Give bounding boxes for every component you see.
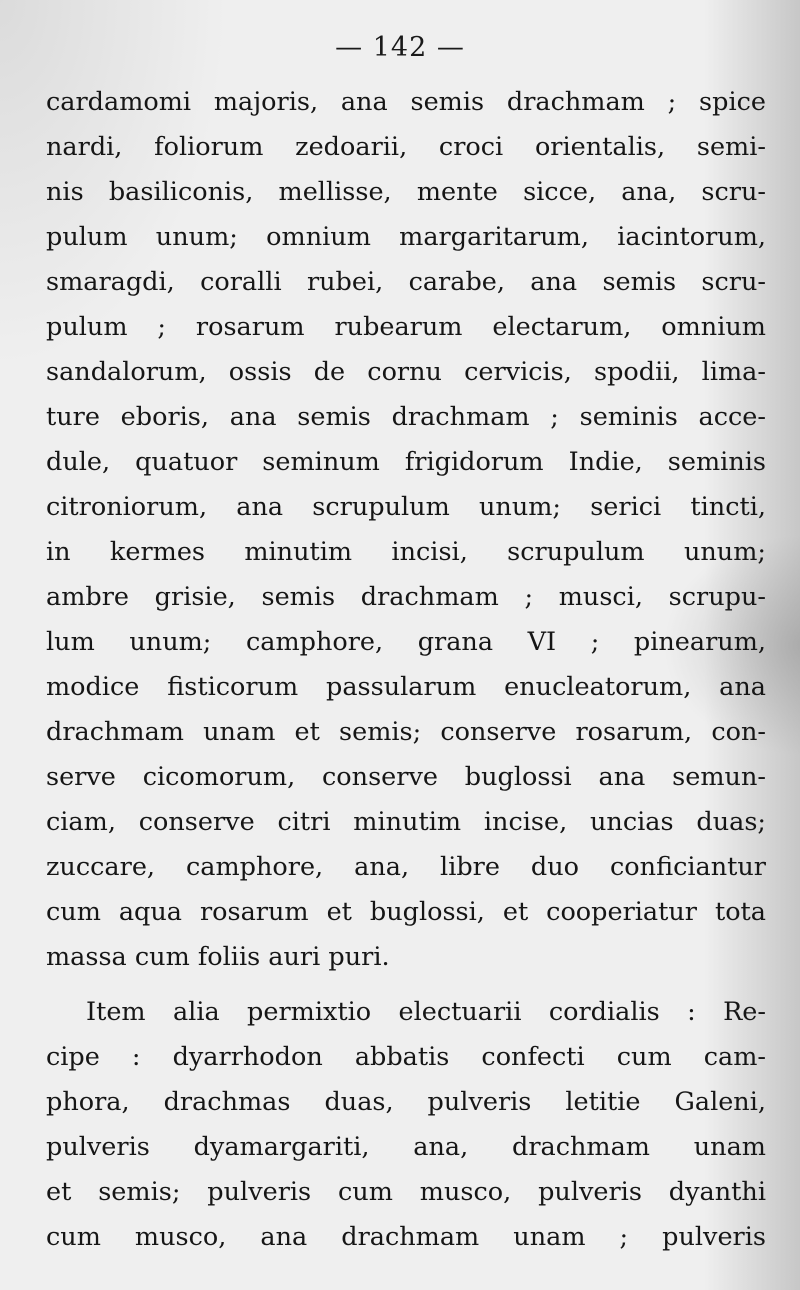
text-line: pulum ; rosarum rubearum electarum, omnium xyxy=(46,312,766,342)
page-number: — 142 — xyxy=(335,32,465,63)
paragraph-gap xyxy=(46,980,766,990)
text-line: massa cum foliis auri puri. xyxy=(46,942,390,972)
text-line: modice fisticorum passularum enucleatorum, ana xyxy=(46,672,766,702)
text-line: cipe : dyarrhodon abbatis confecti cum cam- xyxy=(46,1042,766,1072)
text-line: lum unum; camphore, grana VI ; pinearum, xyxy=(46,627,766,657)
text-line: smaragdi, coralli rubei, carabe, ana semis scru- xyxy=(46,267,766,297)
text-line: cum aqua rosarum et buglossi, et cooperiatur tota xyxy=(46,897,766,927)
text-line: ciam, conserve citri minutim incise, uncias duas; xyxy=(46,807,766,837)
body-text xyxy=(46,80,766,1260)
text-line: pulveris dyamargariti, ana, drachmam unam xyxy=(46,1132,766,1162)
text-line: cum musco, ana drachmam unam ; pulveris xyxy=(46,1222,766,1252)
text-line: cardamomi majoris, ana semis drachmam ; spice xyxy=(46,87,766,117)
text-line: ture eboris, ana semis drachmam ; seminis acce- xyxy=(46,402,766,432)
text-line: sandalorum, ossis de cornu cervicis, spodii, lima- xyxy=(46,357,766,387)
text-line: Item alia permixtio electuarii cordialis : Re- xyxy=(86,997,766,1027)
text-line: nis basiliconis, mellisse, mente sicce, ana, scru- xyxy=(46,177,766,207)
paragraph-2 xyxy=(46,990,766,1260)
text-line: ambre grisie, semis drachmam ; musci, scrupu- xyxy=(46,582,766,612)
text-line: in kermes minutim incisi, scrupulum unum; xyxy=(46,537,766,567)
text-line: pulum unum; omnium margaritarum, iacintorum, xyxy=(46,222,766,252)
paragraph-1 xyxy=(46,80,766,980)
text-line: zuccare, camphore, ana, libre duo conficiantur xyxy=(46,852,766,882)
text-line: drachmam unam et semis; conserve rosarum, con- xyxy=(46,717,766,747)
text-line: et semis; pulveris cum musco, pulveris dyanthi xyxy=(46,1177,766,1207)
text-line: phora, drachmas duas, pulveris letitie Galeni, xyxy=(46,1087,766,1117)
text-line: citroniorum, ana scrupulum unum; serici tincti, xyxy=(46,492,766,522)
text-line: dule, quatuor seminum frigidorum Indie, seminis xyxy=(46,447,766,477)
text-line: serve cicomorum, conserve buglossi ana semun- xyxy=(46,762,766,792)
text-line: nardi, foliorum zedoarii, croci orientalis, semi- xyxy=(46,132,766,162)
